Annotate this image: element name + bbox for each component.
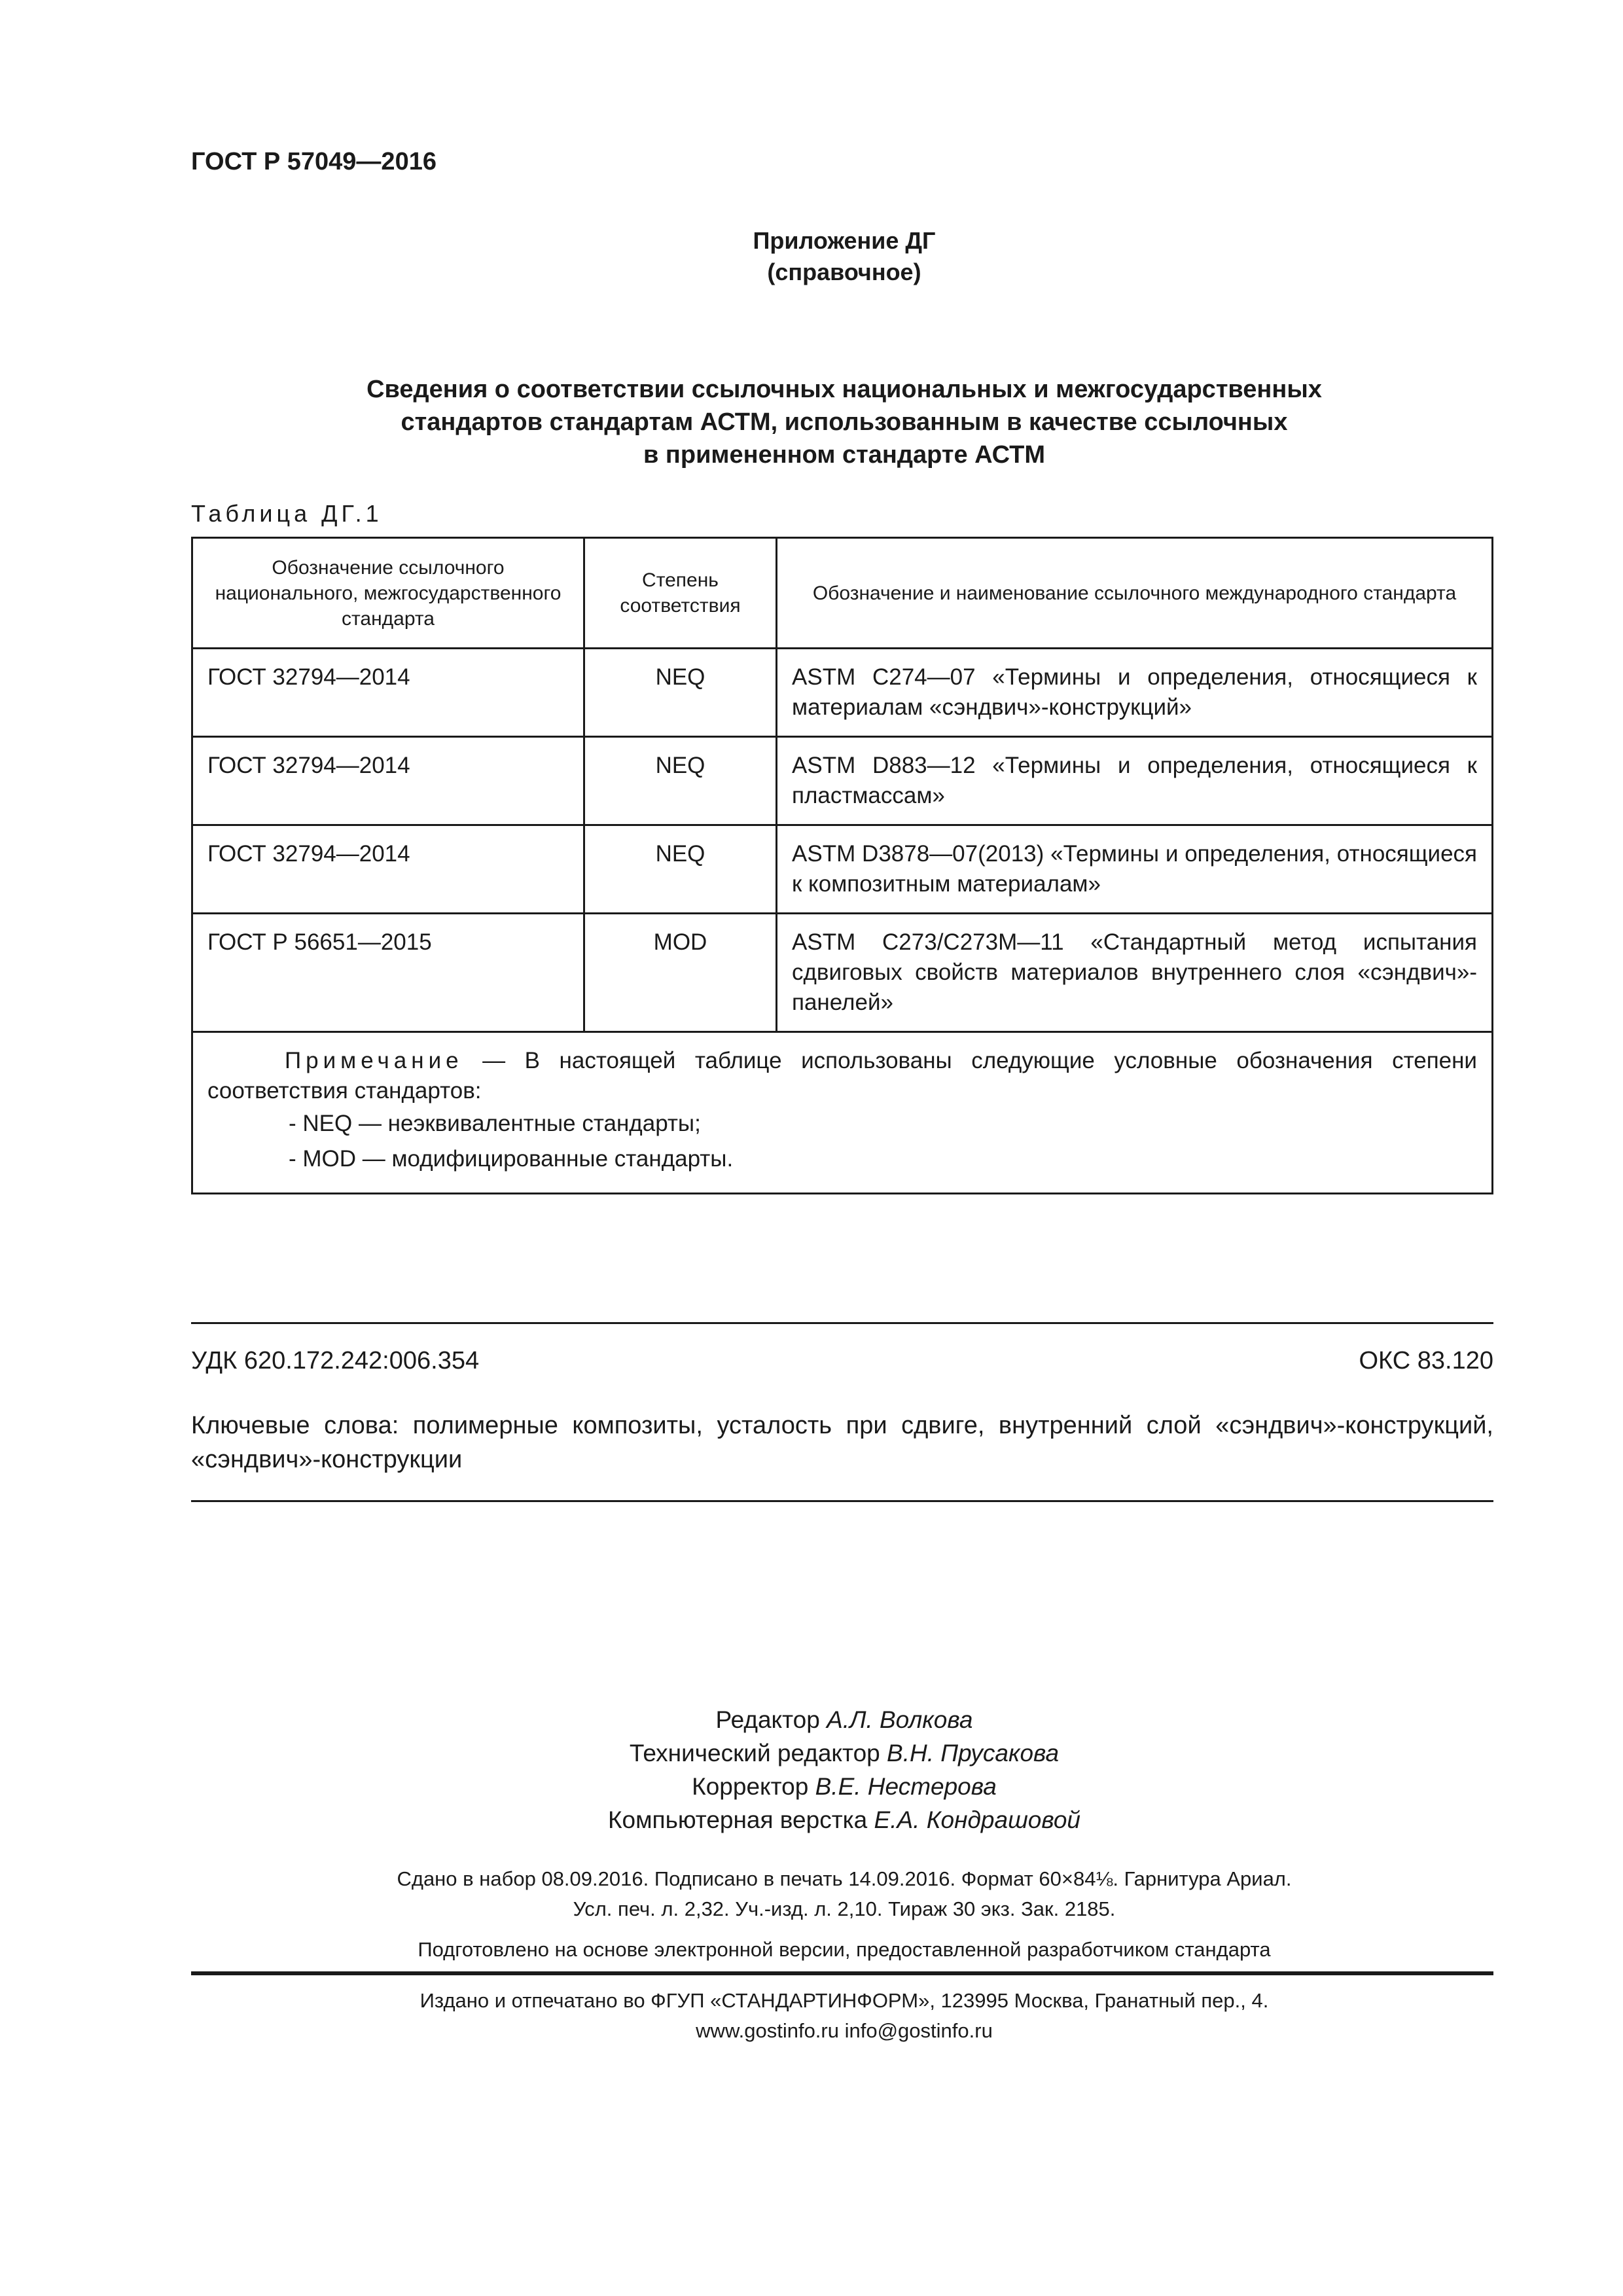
annex-title: Приложение ДГ [753, 227, 936, 254]
table-row [192, 914, 1493, 1032]
publisher-block [0, 1986, 1623, 2046]
prepared-note: Подготовлено на основе электронной версии, предоставленной разработчиком стандарта [418, 1938, 1271, 1961]
standards-table [191, 537, 1493, 1194]
table-label: Таблица ДГ.1 [191, 500, 383, 527]
imprint-line-2: Усл. печ. л. 2,32. Уч.-изд. л. 2,10. Тираж 30 экз. Зак. 2185. [573, 1897, 1116, 1920]
heading-line-3: в примененном стандарте АСТМ [643, 441, 1045, 469]
column-header-degree: Степень соответствия [584, 538, 777, 649]
international-standard-cell: ASTM C273/C273M—11 «Стандартный метод испытания сдвиговых свойств материалов внутреннего слоя «сэндвич»-панелей» [777, 914, 1493, 1032]
degree-cell: NEQ [584, 737, 777, 825]
column-header-national: Обозначение ссылочного национального, межгосударственного стандарта [192, 538, 584, 649]
heading-line-1: Сведения о соответствии ссылочных национальных и межгосударственных [366, 376, 1322, 403]
publisher-web: www.gostinfo.ru info@gostinfo.ru [696, 2019, 993, 2042]
international-standard-cell: ASTM C274—07 «Термины и определения, относящиеся к материалам «сэндвич»-конструкций» [777, 649, 1493, 737]
publisher-line: Издано и отпечатано во ФГУП «СТАНДАРТИНФОРМ», 123995 Москва, Гранатный пер., 4. [419, 1989, 1269, 2012]
credit-tech-editor: Технический редактор В.Н. Прусакова [629, 1740, 1060, 1767]
table-row [192, 649, 1493, 737]
credit-editor: Редактор А.Л. Волкова [715, 1706, 973, 1733]
degree-cell: MOD [584, 914, 777, 1032]
annex-type: (справочное) [767, 259, 921, 285]
note-label: Примечание [285, 1048, 463, 1073]
column-header-international: Обозначение и наименование ссылочного международного стандарта [777, 538, 1493, 649]
credit-corrector: Корректор В.Е. Нестерова [692, 1773, 997, 1800]
imprint-line-1: Сдано в набор 08.09.2016. Подписано в печать 14.09.2016. Формат 60×84⅛. Гарнитура Ариал. [397, 1867, 1292, 1890]
international-standard-cell: ASTM D883—12 «Термины и определения, относящиеся к пластмассам» [777, 737, 1493, 825]
annex-title-block [0, 225, 1623, 288]
divider-bottom [191, 1500, 1493, 1502]
table-row [192, 737, 1493, 825]
degree-cell: NEQ [584, 825, 777, 914]
degree-cell: NEQ [584, 649, 777, 737]
national-standard-cell: ГОСТ Р 56651—2015 [192, 914, 584, 1032]
divider-imprint [191, 1971, 1493, 1975]
annex-heading [0, 373, 1623, 471]
heading-line-2: стандартов стандартам АСТМ, использованным в качестве ссылочных [401, 408, 1288, 436]
national-standard-cell: ГОСТ 32794—2014 [192, 737, 584, 825]
table-note-row [192, 1032, 1493, 1194]
imprint-details [0, 1864, 1623, 1924]
credit-layout: Компьютерная верстка Е.А. Кондрашовой [607, 1806, 1081, 1833]
document-id: ГОСТ Р 57049—2016 [191, 148, 437, 175]
note-list [207, 1109, 1477, 1174]
note-text: — В настоящей таблице использованы следующие условные обозначения степени соответствия стандартов: [207, 1048, 1477, 1103]
udc-code: УДК 620.172.242:006.354 [191, 1347, 480, 1374]
oks-code: ОКС 83.120 [1359, 1347, 1493, 1374]
national-standard-cell: ГОСТ 32794—2014 [192, 825, 584, 914]
table-note [192, 1032, 1493, 1194]
credits-block [0, 1703, 1623, 1837]
international-standard-cell: ASTM D3878—07(2013) «Термины и определения, относящиеся к композитным материалам» [777, 825, 1493, 914]
divider-top [191, 1322, 1493, 1324]
note-item-neq: - NEQ — неэквивалентные стандарты; [289, 1111, 701, 1136]
table-header-row [192, 538, 1493, 649]
national-standard-cell: ГОСТ 32794—2014 [192, 649, 584, 737]
table-row [192, 825, 1493, 914]
note-item-mod: - MOD — модифицированные стандарты. [289, 1146, 734, 1172]
keywords: Ключевые слова: полимерные композиты, усталость при сдвиге, внутренний слой «сэндвич»-конструкций, «сэндвич»-конструкции [191, 1412, 1493, 1473]
